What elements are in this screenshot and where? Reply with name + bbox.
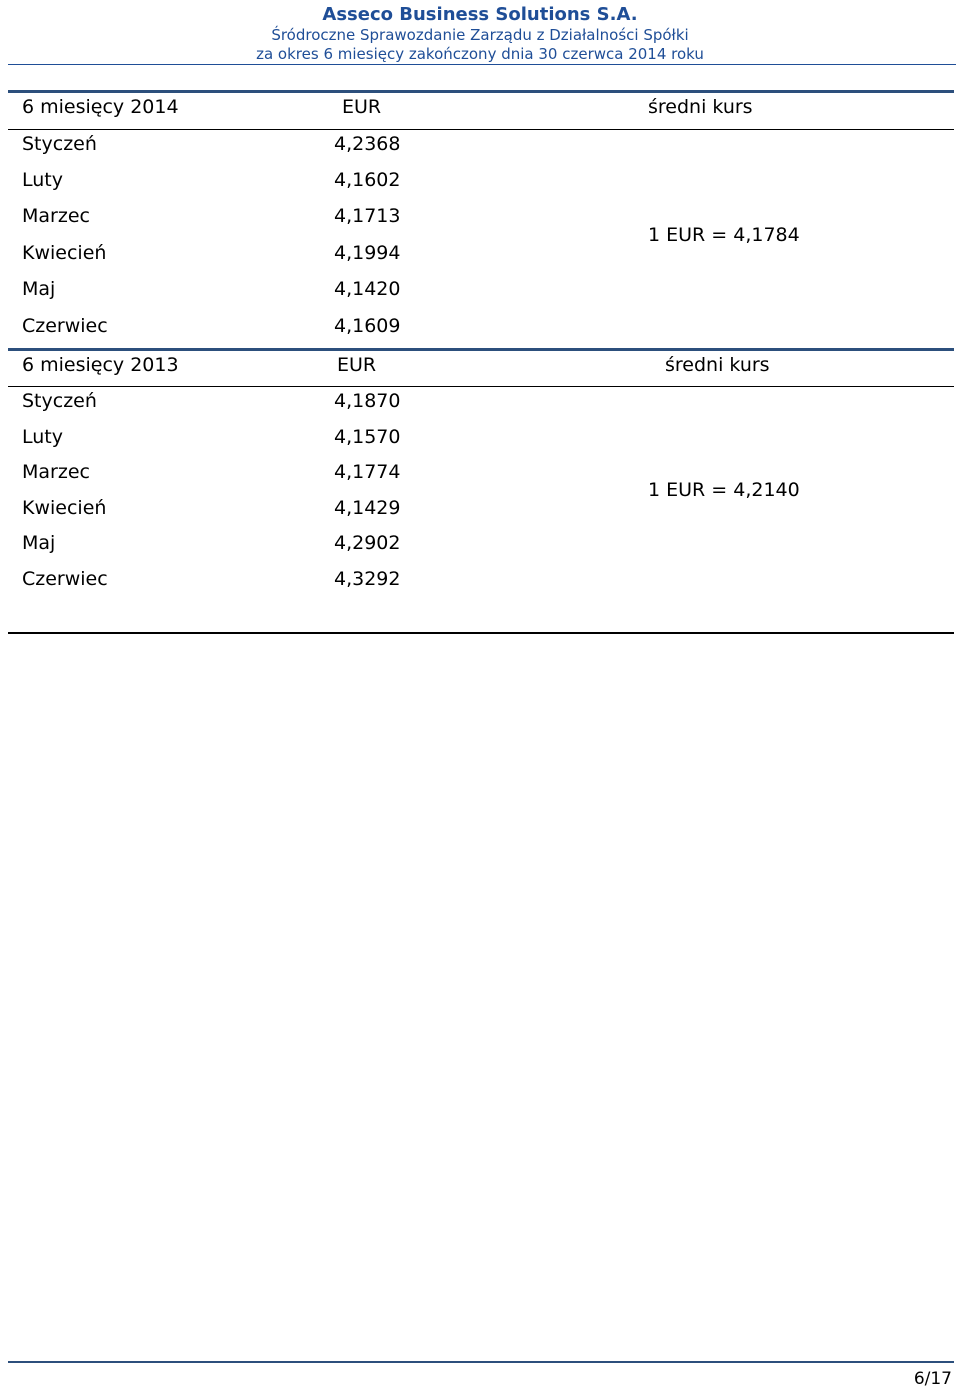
row-value: 4,2368 [334, 133, 401, 155]
report-title: Śródroczne Sprawozdanie Zarządu z Działalności Spółki [271, 26, 689, 44]
row-value: 4,2902 [334, 532, 401, 554]
row-value: 4,1609 [334, 315, 401, 337]
row-month: Czerwiec [22, 568, 108, 590]
row-value: 4,1870 [334, 390, 401, 412]
row-value: 4,1713 [334, 205, 401, 227]
header-divider [8, 64, 956, 65]
average-rate: 1 EUR = 4,2140 [648, 479, 800, 501]
page-header [0, 4, 960, 64]
row-value: 4,1602 [334, 169, 401, 191]
table-header-rule [8, 386, 954, 387]
table-header-period: 6 miesięcy 2014 [22, 96, 179, 118]
average-rate: 1 EUR = 4,1784 [648, 224, 800, 246]
row-month: Kwiecień [22, 497, 107, 519]
row-value: 4,1429 [334, 497, 401, 519]
row-month: Styczeń [22, 390, 97, 412]
row-month: Marzec [22, 205, 90, 227]
table-bottom-rule [8, 632, 954, 634]
table-header-currency: EUR [337, 354, 377, 376]
table-header-rule [8, 129, 954, 130]
page-number: 6/17 [913, 1369, 952, 1389]
row-month: Styczeń [22, 133, 97, 155]
row-month: Maj [22, 278, 56, 300]
row-value: 4,3292 [334, 568, 401, 590]
row-value: 4,1420 [334, 278, 401, 300]
row-value: 4,1570 [334, 426, 401, 448]
row-value: 4,1774 [334, 461, 401, 483]
table-header-average: średni kurs [648, 96, 753, 118]
table-top-rule [8, 348, 954, 351]
row-value: 4,1994 [334, 242, 401, 264]
row-month: Czerwiec [22, 315, 108, 337]
company-name: Asseco Business Solutions S.A. [322, 4, 638, 25]
table-top-rule [8, 90, 954, 93]
row-month: Kwiecień [22, 242, 107, 264]
row-month: Maj [22, 532, 56, 554]
row-month: Marzec [22, 461, 90, 483]
exchange-rate-table-2013 [8, 348, 954, 598]
report-period: za okres 6 miesięcy zakończony dnia 30 czerwca 2014 roku [256, 45, 704, 63]
table-header-currency: EUR [342, 96, 382, 118]
exchange-rate-table-2014 [8, 90, 954, 340]
row-month: Luty [22, 426, 63, 448]
table-header-period: 6 miesięcy 2013 [22, 354, 179, 376]
footer-divider [8, 1361, 954, 1363]
table-header-average: średni kurs [665, 354, 770, 376]
row-month: Luty [22, 169, 63, 191]
